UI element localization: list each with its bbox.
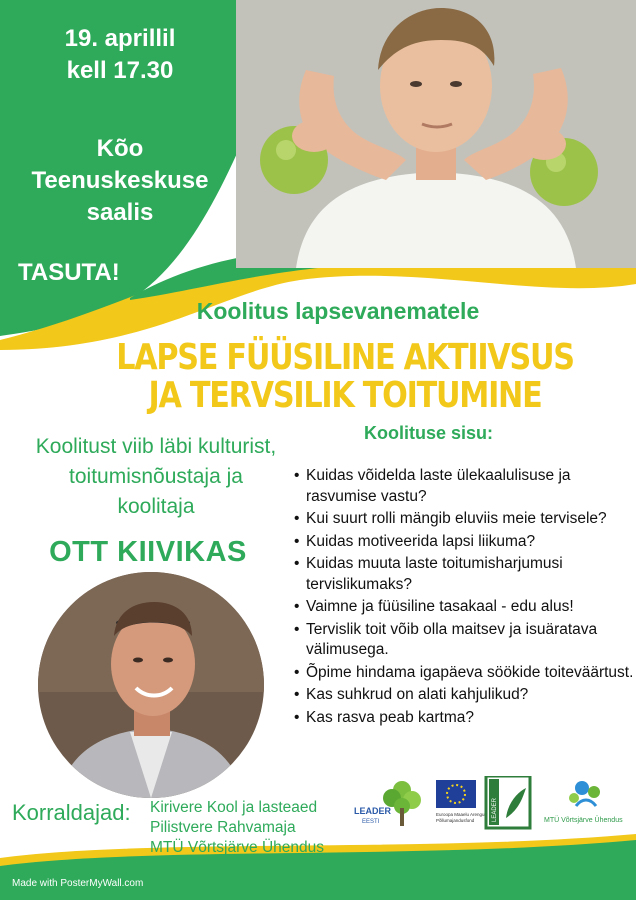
- eu-flag-logo: [436, 780, 485, 823]
- headline-line-1: LAPSE FÜÜSILINE AKTIIVSUS: [116, 337, 574, 378]
- leader-vertical-text: LEADER: [492, 797, 498, 822]
- list-item: • Vaimne ja füüsiline tasakaal - edu alus!: [294, 597, 634, 618]
- list-item: • Tervislik toit võib olla maitsev ja isuäratava välimusega.: [294, 620, 634, 661]
- list-item: • Kui suurt rolli mängib eluviis meie tervisele?: [294, 509, 634, 530]
- leader-box-logo: [486, 776, 530, 828]
- list-item: • Kuidas muuta laste toitumisharjumusi tervislikumaks?: [294, 554, 634, 595]
- trainer-intro-line-2: toitumisnõustaja ja: [69, 465, 243, 488]
- mtu-vortsjarve-logo: [544, 781, 623, 824]
- venue-line-3: saalis: [86, 199, 154, 226]
- venue-line-2: Teenuskeskuse: [31, 167, 209, 194]
- price-label: TASUTA!: [18, 259, 120, 286]
- trainer-intro-line-3: koolitaja: [117, 495, 195, 518]
- mtu-logo-text: MTÜ Võrtsjärve Ühendus: [544, 817, 623, 824]
- subtitle: Koolitus lapsevanematele: [196, 298, 480, 324]
- trainer-name: OTT KIIVIKAS: [49, 536, 247, 568]
- leader-text: LEADER: [354, 806, 392, 816]
- organizer-item: Kirivere Kool ja lasteaed: [150, 799, 318, 816]
- leader-tree-logo: [352, 776, 428, 834]
- trainer-intro-line-1: Koolitust viib läbi kulturist,: [35, 435, 277, 458]
- organizer-item: Pilistvere Rahvamaja: [150, 819, 296, 836]
- headline-line-2: JA TERVSILIK TOITUMINE: [148, 375, 542, 416]
- list-item: • Kuidas motiveerida lapsi liikuma?: [294, 532, 634, 553]
- event-date: 19. aprillil: [64, 25, 176, 52]
- list-item: • Õpime hindama igapäeva söökide toiteväärtust.: [294, 663, 634, 684]
- venue-line-1: Kõo: [96, 135, 144, 162]
- list-item: • Kuidas võidelda laste ülekaalulisuse ja rasvumise vastu?: [294, 466, 634, 507]
- watermark: Made with PosterMyWall.com: [12, 878, 144, 889]
- leader-sub-text: EESTI: [362, 819, 380, 825]
- eu-text-2: Põllumajandusfond: [436, 818, 475, 823]
- content-heading: Koolituse sisu:: [364, 423, 494, 443]
- sponsor-logos: [352, 776, 636, 834]
- event-time: kell 17.30: [66, 57, 174, 84]
- list-item: • Kas rasva peab kartma?: [294, 708, 634, 729]
- trainer-portrait: [38, 572, 264, 798]
- hero-photo-boy-with-apples: [236, 0, 636, 268]
- organizer-item: MTÜ Võrtsjärve Ühendus: [150, 839, 325, 856]
- content-list: [294, 466, 634, 730]
- eu-text-1: Euroopa Maaelu Arengu: [436, 812, 485, 817]
- organizers-label: Korraldajad:: [12, 800, 131, 825]
- list-item: • Kas suhkrud on alati kahjulikud?: [294, 685, 634, 706]
